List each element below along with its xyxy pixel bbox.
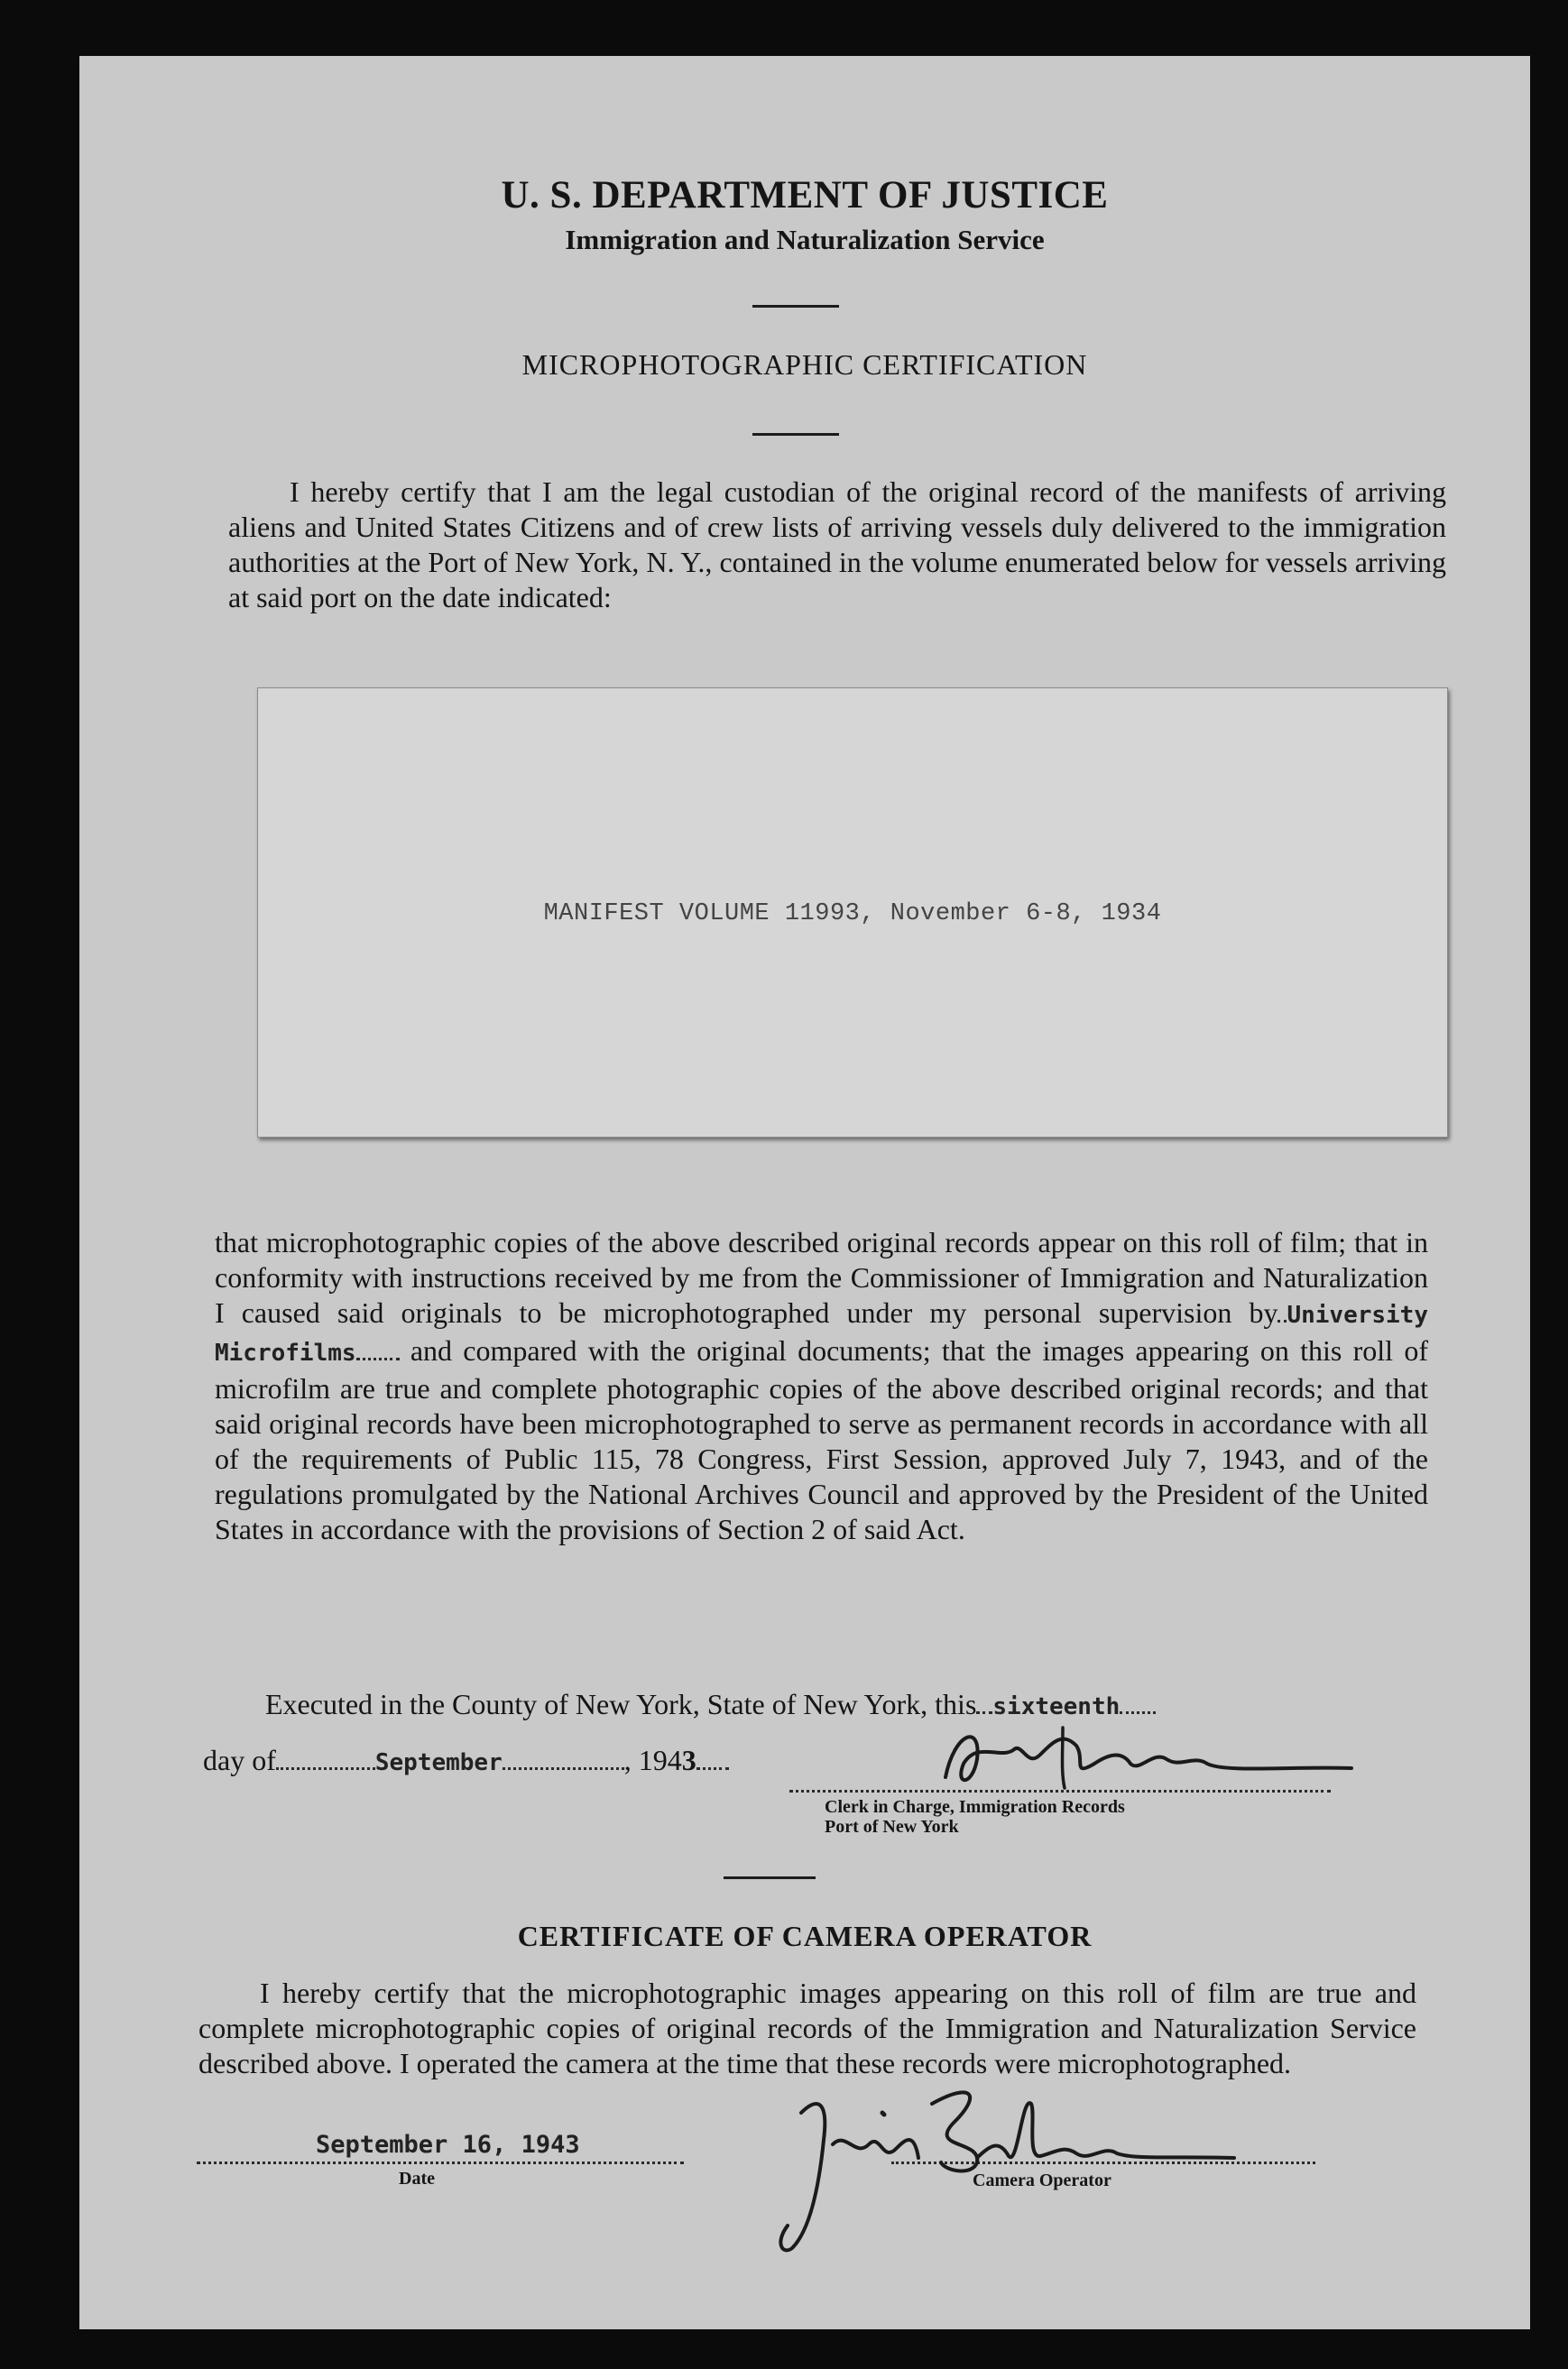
executed-text: Executed in the County of New York, State of New York, this bbox=[265, 1688, 977, 1720]
intro-paragraph bbox=[228, 475, 1446, 615]
camera-text: I hereby certify that the microphotographic images appearing on this roll of film are true and complete microphotographic copies of original records of the Immigration and Naturalization Service described above. I operated the camera at the time that these records were microphotographed. bbox=[198, 1977, 1416, 2079]
clerk-signature bbox=[927, 1723, 1397, 1804]
title-divider-top bbox=[752, 305, 839, 308]
day-of-label: day of bbox=[203, 1744, 276, 1776]
clerk-title-line1: Clerk in Charge, Immigration Records bbox=[825, 1797, 1125, 1817]
month-value: September bbox=[374, 1749, 503, 1776]
service-subtitle: Immigration and Naturalization Service bbox=[565, 224, 1045, 255]
title-divider-bottom bbox=[752, 433, 839, 436]
certification-title: MICROPHOTOGRAPHIC CERTIFICATION bbox=[521, 348, 1088, 381]
day-value: sixteenth bbox=[992, 1693, 1121, 1720]
clerk-title bbox=[825, 1797, 1125, 1837]
supervisor-dots-left bbox=[1277, 1320, 1287, 1323]
month-dots-left bbox=[276, 1767, 375, 1770]
date-line-dots bbox=[197, 2162, 684, 2164]
month-dots-right bbox=[503, 1767, 624, 1770]
date-label: Date bbox=[399, 2169, 435, 2189]
year-digit: 3 bbox=[681, 1744, 696, 1776]
supervisor-value: University Microfilms bbox=[215, 1302, 1428, 1367]
clerk-title-line2: Port of New York bbox=[825, 1817, 959, 1837]
camera-certificate-title: CERTIFICATE OF CAMERA OPERATOR bbox=[517, 1920, 1093, 1952]
year-prefix: , 194 bbox=[623, 1744, 682, 1776]
date-line bbox=[203, 1743, 1015, 1781]
camera-operator-label: Camera Operator bbox=[973, 2171, 1111, 2190]
manifest-volume-text: MANIFEST VOLUME 11993, November 6-8, 1934 bbox=[543, 900, 1162, 927]
supervisor-dots-right bbox=[356, 1358, 400, 1360]
body-part1: that microphotographic copies of the above described original records appear on this roll of film; that in conformity with instructions received by me from the Commissioner of Immigration and Naturalization I caused said originals to be microphotographed under my personal supervision by bbox=[215, 1226, 1428, 1329]
day-dots-left bbox=[976, 1711, 992, 1714]
camera-paragraph bbox=[198, 1976, 1416, 2081]
certificate-page bbox=[79, 56, 1530, 2329]
intro-text: I hereby certify that I am the legal custodian of the original record of the manifests of arriving aliens and United States Citizens and of crew lists of arriving vessels duly delivered to the immigration authorities at the Port of New York, N. Y., contained in the volume enumerated below for vessels arriving at said port on the date indicated: bbox=[228, 475, 1446, 613]
day-dots-right bbox=[1120, 1711, 1156, 1714]
body-text bbox=[215, 1225, 1428, 1547]
volume-card bbox=[257, 687, 1448, 1138]
executed-line bbox=[265, 1687, 1528, 1725]
department-title: U. S. DEPARTMENT OF JUSTICE bbox=[501, 174, 1109, 217]
camera-date-value: September 16, 1943 bbox=[316, 2131, 580, 2159]
certification-body bbox=[215, 1225, 1428, 1547]
year-dots bbox=[696, 1767, 729, 1770]
body-part2: and compared with the original documents; that the images appearing on this roll of microfilm are true and complete photographic copies of the above described original records; and that said original records have been microphotographed to serve as permanent records in accordance with all of the requirements of Public 115, 78 Congress, First Session, approved July 7, 1943, and of the regulations promulgated by the National Archives Council and approved by the President of the United States in accordance with the provisions of Section 2 of said Act. bbox=[215, 1334, 1429, 1545]
operator-signature bbox=[747, 2077, 1252, 2257]
camera-divider bbox=[724, 1876, 816, 1879]
